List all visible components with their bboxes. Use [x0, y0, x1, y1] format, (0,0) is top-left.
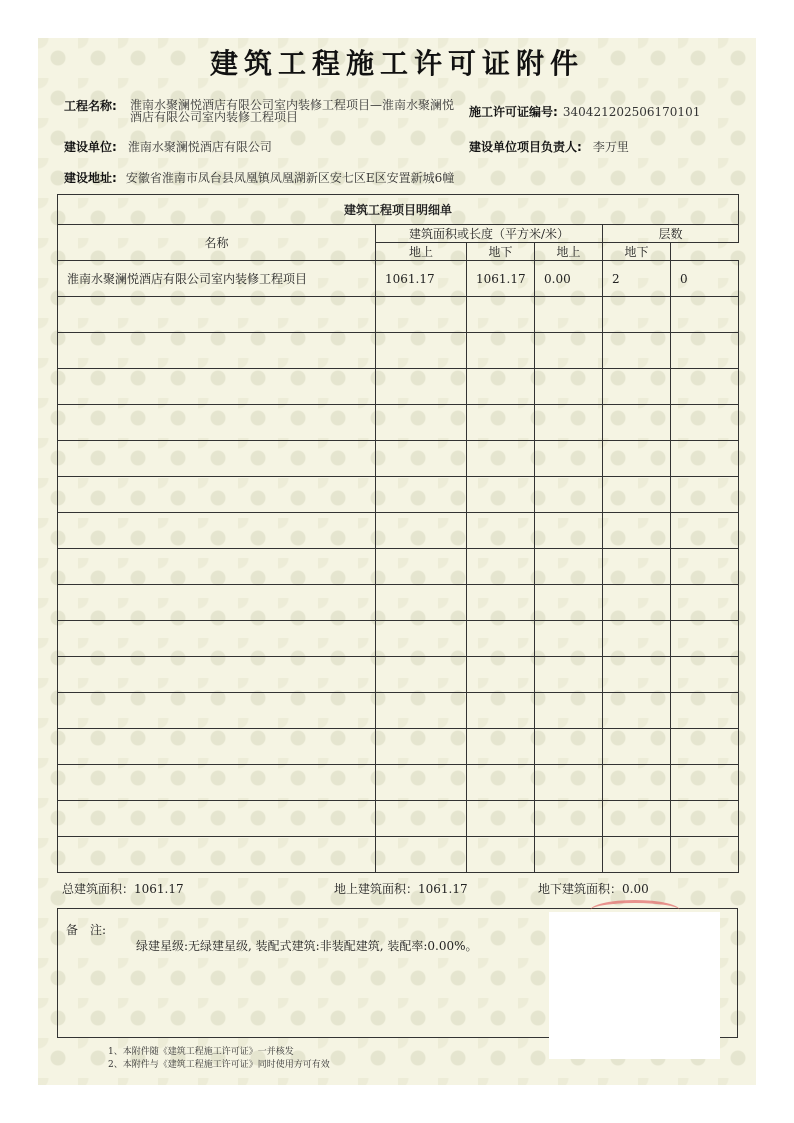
empty-cell: [535, 477, 603, 513]
empty-cell: [603, 297, 671, 333]
empty-cell: [671, 657, 739, 693]
empty-cell: [376, 333, 467, 369]
empty-table-row: [58, 801, 739, 837]
empty-cell: [376, 549, 467, 585]
empty-cell: [535, 405, 603, 441]
empty-cell: [376, 693, 467, 729]
empty-cell: [467, 369, 535, 405]
empty-cell: [376, 297, 467, 333]
empty-cell: [535, 657, 603, 693]
empty-cell: [603, 657, 671, 693]
empty-cell: [671, 801, 739, 837]
empty-cell: [535, 333, 603, 369]
empty-cell: [467, 333, 535, 369]
permit-number-value: 340421202506170101: [562, 105, 701, 119]
permit-number-row: [469, 101, 700, 120]
empty-cell: [603, 513, 671, 549]
empty-cell: [603, 621, 671, 657]
empty-cell: [535, 585, 603, 621]
project-detail-table: [57, 194, 739, 873]
address-value: 安徽省淮南市凤台县凤凰镇凤凰湖新区安七区E区安置新城6幢: [125, 171, 455, 185]
empty-cell: [376, 729, 467, 765]
empty-table-row: [58, 297, 739, 333]
empty-cell: [58, 549, 376, 585]
empty-cell: [58, 837, 376, 873]
above-ground-area: 地上建筑面积：1061.17: [334, 882, 468, 896]
empty-cell: [376, 513, 467, 549]
empty-cell: [603, 333, 671, 369]
remarks-text: 绿建星级:无绿建星级, 装配式建筑:非装配建筑, 装配率:0.00%。: [136, 939, 478, 953]
empty-cell: [58, 513, 376, 549]
address-label: 建设地址:: [64, 171, 117, 185]
row-area-below: 0.00: [535, 261, 603, 297]
empty-cell: [467, 297, 535, 333]
empty-cell: [603, 369, 671, 405]
address-row: [64, 167, 454, 186]
empty-cell: [535, 621, 603, 657]
column-header-floors: 层数: [603, 225, 739, 243]
builder-value: 淮南水聚澜悦酒店有限公司: [127, 140, 272, 154]
empty-cell: [467, 693, 535, 729]
empty-cell: [58, 765, 376, 801]
empty-table-row: [58, 837, 739, 873]
manager-row: [469, 136, 629, 155]
empty-cell: [671, 585, 739, 621]
footnote-2: 2、本附件与《建筑工程施工许可证》同时使用方可有效: [108, 1060, 330, 1070]
empty-cell: [603, 765, 671, 801]
empty-cell: [376, 369, 467, 405]
empty-cell: [58, 369, 376, 405]
empty-cell: [376, 477, 467, 513]
row-floors-above: 2: [603, 261, 671, 297]
empty-cell: [535, 693, 603, 729]
empty-cell: [58, 801, 376, 837]
empty-cell: [671, 333, 739, 369]
row-area-above: 1061.17: [467, 261, 535, 297]
row-floors-below: 0: [671, 261, 739, 297]
empty-cell: [467, 477, 535, 513]
empty-cell: [671, 513, 739, 549]
empty-cell: [603, 585, 671, 621]
remarks-label: 备 注:: [66, 923, 107, 937]
empty-cell: [671, 441, 739, 477]
empty-cell: [58, 729, 376, 765]
empty-table-row: [58, 657, 739, 693]
subheader-area-below: 地下: [467, 243, 535, 261]
empty-cell: [376, 405, 467, 441]
below-ground-area: 地下建筑面积：0.00: [538, 882, 649, 896]
empty-table-row: [58, 765, 739, 801]
empty-cell: [671, 369, 739, 405]
total-area: 总建筑面积：1061.17: [62, 882, 184, 896]
empty-cell: [467, 765, 535, 801]
empty-cell: [58, 333, 376, 369]
empty-cell: [376, 441, 467, 477]
empty-cell: [603, 441, 671, 477]
subheader-floors-above: 地上: [535, 243, 603, 261]
empty-cell: [603, 477, 671, 513]
empty-cell: [467, 657, 535, 693]
table-caption: 建筑工程项目明细单: [58, 195, 739, 225]
empty-cell: [376, 657, 467, 693]
empty-cell: [467, 801, 535, 837]
empty-table-row: [58, 585, 739, 621]
empty-cell: [603, 405, 671, 441]
empty-cell: [535, 729, 603, 765]
empty-cell: [376, 585, 467, 621]
empty-cell: [58, 693, 376, 729]
empty-cell: [376, 801, 467, 837]
column-header-name: 名称: [58, 225, 376, 261]
empty-cell: [603, 729, 671, 765]
project-name-value: 淮南水聚澜悦酒店有限公司室内装修工程项目—淮南水聚澜悦酒店有限公司室内装修工程项目: [130, 98, 455, 124]
empty-table-row: [58, 513, 739, 549]
footnote-1: 1、本附件随《建筑工程施工许可证》一并核发: [108, 1047, 294, 1057]
empty-cell: [58, 657, 376, 693]
empty-cell: [671, 837, 739, 873]
empty-cell: [535, 549, 603, 585]
document-title: 建筑工程施工许可证附件: [209, 47, 584, 80]
row-area: 1061.17: [376, 261, 467, 297]
builder-row: [64, 136, 272, 155]
table-row: [58, 261, 739, 297]
empty-cell: [58, 441, 376, 477]
empty-cell: [467, 729, 535, 765]
empty-cell: [376, 621, 467, 657]
manager-value: 李万里: [592, 140, 629, 154]
empty-rows: [58, 297, 739, 873]
redacted-area: [549, 912, 720, 1059]
empty-cell: [535, 297, 603, 333]
empty-cell: [535, 513, 603, 549]
empty-cell: [671, 549, 739, 585]
empty-table-row: [58, 549, 739, 585]
builder-label: 建设单位:: [64, 140, 117, 154]
empty-cell: [58, 477, 376, 513]
empty-cell: [467, 513, 535, 549]
empty-cell: [535, 765, 603, 801]
empty-cell: [671, 765, 739, 801]
subheader-area-above: 地上: [376, 243, 467, 261]
empty-cell: [603, 837, 671, 873]
empty-cell: [671, 621, 739, 657]
project-name-label: 工程名称:: [64, 99, 117, 113]
empty-cell: [671, 729, 739, 765]
empty-cell: [671, 693, 739, 729]
project-name-row: [64, 98, 455, 124]
empty-cell: [671, 405, 739, 441]
empty-cell: [58, 585, 376, 621]
empty-table-row: [58, 369, 739, 405]
empty-cell: [58, 621, 376, 657]
empty-cell: [535, 837, 603, 873]
empty-table-row: [58, 333, 739, 369]
empty-cell: [535, 801, 603, 837]
empty-cell: [376, 765, 467, 801]
empty-cell: [467, 549, 535, 585]
empty-cell: [603, 549, 671, 585]
empty-cell: [671, 297, 739, 333]
empty-cell: [467, 405, 535, 441]
empty-cell: [603, 693, 671, 729]
subheader-floors-below: 地下: [603, 243, 671, 261]
empty-table-row: [58, 729, 739, 765]
empty-table-row: [58, 621, 739, 657]
empty-cell: [467, 585, 535, 621]
manager-label: 建设单位项目负责人:: [469, 140, 582, 154]
empty-cell: [58, 405, 376, 441]
empty-table-row: [58, 477, 739, 513]
empty-cell: [535, 369, 603, 405]
permit-number-label: 施工许可证编号:: [469, 105, 558, 119]
empty-table-row: [58, 441, 739, 477]
footnotes: [108, 1046, 330, 1072]
column-header-area: 建筑面积或长度（平方米/米）: [376, 225, 603, 243]
empty-table-row: [58, 405, 739, 441]
empty-cell: [671, 477, 739, 513]
empty-cell: [58, 297, 376, 333]
empty-cell: [467, 837, 535, 873]
empty-cell: [467, 621, 535, 657]
empty-cell: [376, 837, 467, 873]
empty-cell: [535, 441, 603, 477]
empty-table-row: [58, 693, 739, 729]
row-name: 淮南水聚澜悦酒店有限公司室内装修工程项目: [58, 261, 376, 297]
empty-cell: [467, 441, 535, 477]
empty-cell: [603, 801, 671, 837]
